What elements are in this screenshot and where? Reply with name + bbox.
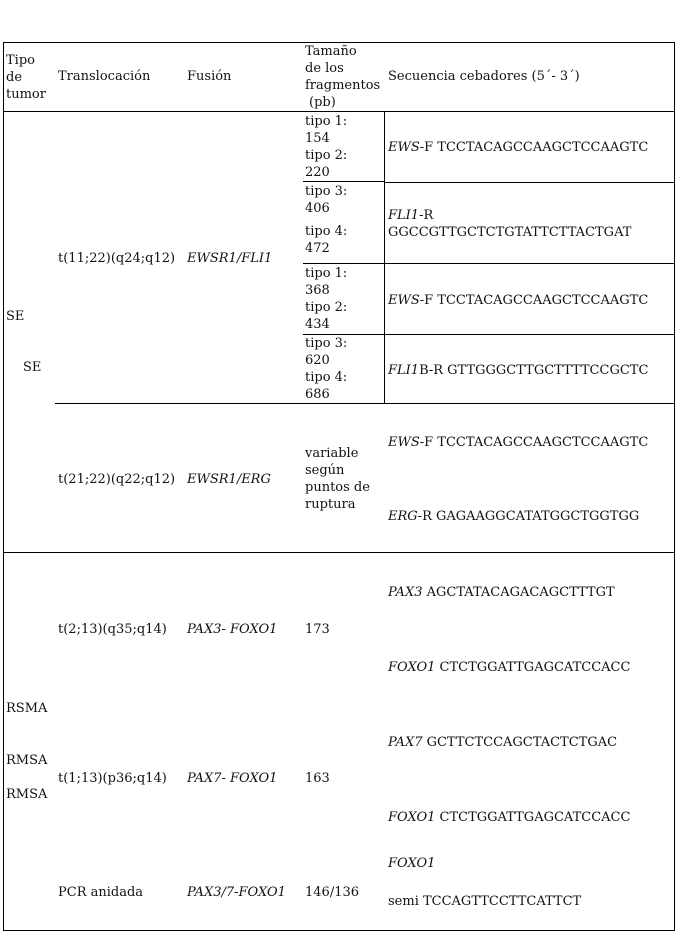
header-tipo-line1: Tipo: [6, 53, 35, 68]
se-size-primer-divider: [384, 111, 385, 403]
se-size-g5-l4: ruptura: [305, 497, 356, 512]
se-primer-3: EWS-F TCCTACAGCCAAGCTCCAAGTC: [388, 293, 649, 308]
se-fusion-2: EWSR1/ERG: [187, 472, 271, 487]
se-row-divider: [55, 403, 675, 404]
se-size-g1-l3: tipo 2:: [305, 148, 348, 163]
rms-fusion-2: PAX7- FOXO1: [187, 771, 278, 786]
se-primer-2-seq: GGCCGTTGCTCTGTATTCTTACTGAT: [388, 225, 632, 240]
rms-fusion-3: PAX3/7-FOXO1: [187, 885, 286, 900]
table-right-border: [674, 42, 675, 931]
se-primer-2: FLI1-R: [388, 208, 434, 223]
header-tipo-line2: de: [6, 70, 23, 85]
se-size-g1-l1: tipo 1:: [305, 114, 348, 129]
header-translocacion: Translocación: [58, 69, 151, 84]
rms-fusion-1: PAX3- FOXO1: [187, 622, 278, 637]
se-size-divider-2: [303, 263, 675, 264]
rms-primer-4: FOXO1 CTCTGGATTGAGCATCCACC: [388, 810, 631, 825]
se-primer-1: EWS-F TCCTACAGCCAAGCTCCAAGTC: [388, 140, 649, 155]
rms-primer-1: PAX3 AGCTATACAGACAGCTTTGT: [388, 585, 615, 600]
se-size-g2-l1: tipo 3:: [305, 184, 348, 199]
se-size-g5-l3: puntos de: [305, 480, 370, 495]
se-size-g3-l3: tipo 2:: [305, 300, 348, 315]
se-size-g5-l2: según: [305, 463, 345, 478]
rms-primer-2: FOXO1 CTCTGGATTGAGCATCCACC: [388, 660, 631, 675]
se-size-g2-l3: tipo 4:: [305, 224, 348, 239]
header-fusion: Fusión: [187, 69, 232, 84]
se-translocation-1: t(11;22)(q24;q12): [58, 251, 176, 266]
se-primer-6: ERG-R GAGAAGGCATATGGCTGGTGG: [388, 509, 640, 524]
se-size-g3-l1: tipo 1:: [305, 266, 348, 281]
table-bottom-border: [3, 930, 675, 931]
se-sub-divider-1: [303, 181, 384, 182]
header-tipo-line3: tumor: [6, 87, 46, 102]
rms-translocation-2: t(1;13)(p36;q14): [58, 771, 167, 786]
rms-size-1: 173: [305, 622, 330, 637]
se-size-g2-l2: 406: [305, 201, 330, 216]
se-size-g3-l2: 368: [305, 283, 330, 298]
rms-tipo-label-2: RMSA: [6, 753, 48, 768]
header-tamano-line4: (pb): [309, 95, 336, 110]
se-size-g1-l4: 220: [305, 165, 330, 180]
se-size-g4-l3: tipo 4:: [305, 370, 348, 385]
se-size-g5-l1: variable: [305, 446, 359, 461]
rms-tipo-label-3: RMSA: [6, 787, 48, 802]
se-translocation-2: t(21;22)(q22;q12): [58, 472, 176, 487]
rms-translocation-1: t(2;13)(q35;q14): [58, 622, 167, 637]
rms-size-2: 163: [305, 771, 330, 786]
se-size-g4-l4: 686: [305, 387, 330, 402]
se-tipo-label-2: SE: [23, 360, 42, 375]
header-tamano-line2: de los: [305, 61, 344, 76]
se-primer-divider-1: [384, 182, 674, 183]
header-secuencia: Secuencia cebadores (5´- 3´): [388, 69, 580, 84]
rms-primer-semi: semi TCCAGTTCCTTCATTCT: [388, 894, 582, 909]
se-primer-5: EWS-F TCCTACAGCCAAGCTCCAAGTC: [388, 435, 649, 450]
rms-primer-3: PAX7 GCTTCTCCAGCTACTCTGAC: [388, 735, 618, 750]
se-size-g1-l2: 154: [305, 131, 330, 146]
se-size-g4-l1: tipo 3:: [305, 336, 348, 351]
table-left-border: [3, 42, 4, 931]
se-size-g3-l4: 434: [305, 317, 330, 332]
rms-primer-5: FOXO1: [388, 856, 436, 871]
se-section-bottom-border: [3, 552, 675, 553]
se-size-g4-l2: 620: [305, 353, 330, 368]
header-tamano-line3: fragmentos: [305, 78, 381, 93]
se-size-divider-3: [303, 334, 675, 335]
se-fusion-1: EWSR1/FLI1: [187, 251, 273, 266]
header-tamano-line1: Tamaño: [305, 44, 357, 59]
se-tipo-label: SE: [6, 309, 25, 324]
rms-translocation-3: PCR anidada: [58, 885, 144, 900]
rms-size-3: 146/136: [305, 885, 360, 900]
se-size-g2-l4: 472: [305, 241, 330, 256]
rms-tipo-label-1: RSMA: [6, 701, 48, 716]
header-bottom-border: [3, 111, 675, 112]
se-primer-4: FLI1B-R GTTGGGCTTGCTTTTCCGCTC: [388, 363, 649, 378]
